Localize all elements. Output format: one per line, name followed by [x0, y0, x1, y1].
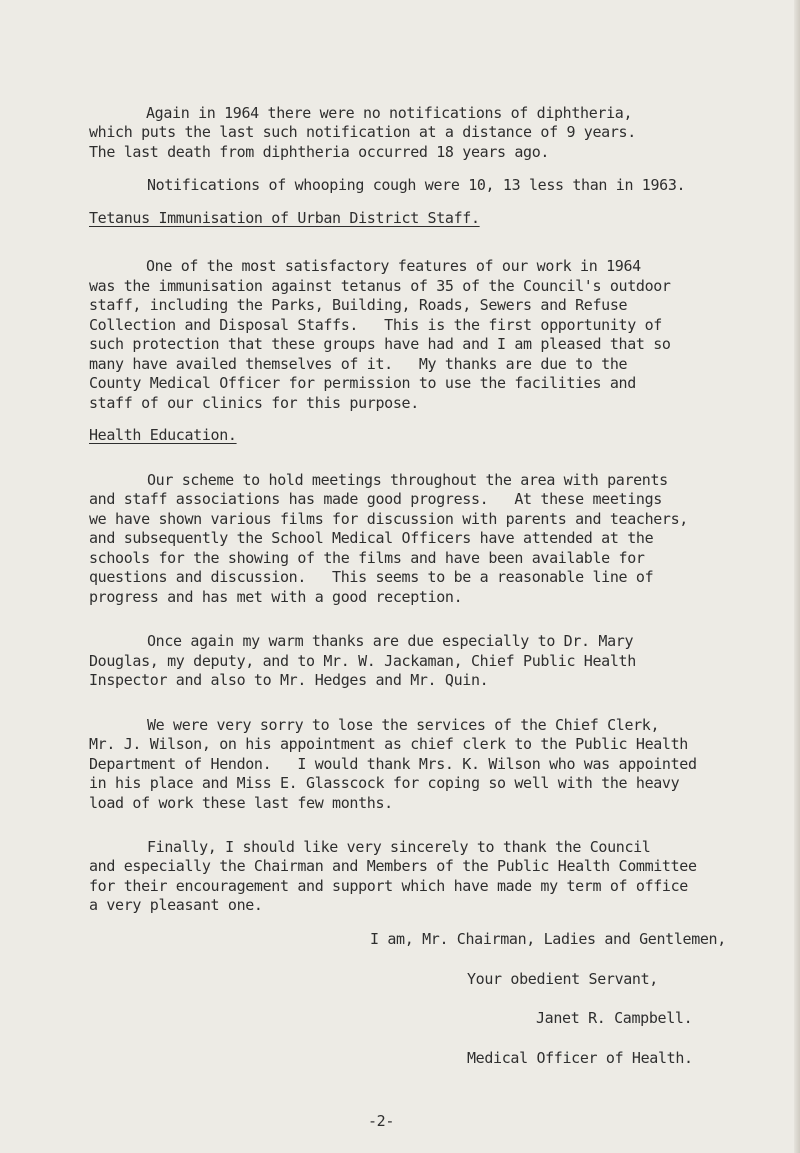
health-education-paragraph-line: and staff associations has made good progress. At these meetings [89, 490, 662, 508]
tetanus-paragraph-line: Collection and Disposal Staffs. This is the first opportunity of [89, 316, 662, 334]
diphtheria-paragraph-line: Again in 1964 there were no notifications of diphtheria, [146, 104, 633, 122]
page-number: -2- [368, 1112, 395, 1130]
closing-thanks-paragraph-line: for their encouragement and support which have made my term of office [89, 877, 688, 895]
health-education-paragraph-line: we have shown various films for discussion with parents and teachers, [89, 510, 688, 528]
tetanus-paragraph-line: was the immunisation against tetanus of 35 of the Council's outdoor [89, 277, 671, 295]
signature-name: Janet R. Campbell. [536, 1009, 693, 1027]
staff-changes-paragraph-line: load of work these last few months. [89, 794, 393, 812]
closing-thanks-paragraph-line: Finally, I should like very sincerely to thank the Council [147, 838, 651, 856]
staff-changes-paragraph-line: in his place and Miss E. Glasscock for coping so well with the heavy [89, 774, 680, 792]
health-education-paragraph-line: and subsequently the School Medical Officers have attended at the [89, 529, 654, 547]
tetanus-paragraph-line: such protection that these groups have had and I am pleased that so [89, 335, 671, 353]
staff-changes-paragraph-line: Mr. J. Wilson, on his appointment as chief clerk to the Public Health [89, 735, 688, 753]
tetanus-paragraph-line: staff, including the Parks, Building, Roads, Sewers and Refuse [89, 296, 628, 314]
closing-thanks-paragraph-line: and especially the Chairman and Members of the Public Health Committee [89, 857, 697, 875]
thanks-paragraph-line: Douglas, my deputy, and to Mr. W. Jackaman, Chief Public Health [89, 652, 636, 670]
tetanus-paragraph-line: County Medical Officer for permission to use the facilities and [89, 374, 636, 392]
health-education-paragraph-line: progress and has met with a good reception. [89, 588, 463, 606]
health-education-paragraph-line: questions and discussion. This seems to be a reasonable line of [89, 568, 654, 586]
diphtheria-paragraph-line: The last death from diphtheria occurred 18 years ago. [89, 143, 550, 161]
whooping-cough-paragraph: Notifications of whooping cough were 10, 13 less than in 1963. [147, 176, 686, 194]
diphtheria-paragraph-line: which puts the last such notification at a distance of 9 years. [89, 123, 636, 141]
closing-thanks-paragraph-line: a very pleasant one. [89, 896, 263, 914]
staff-changes-paragraph-line: Department of Hendon. I would thank Mrs. K. Wilson who was appointed [89, 755, 697, 773]
health-education-heading: Health Education. [89, 426, 237, 444]
staff-changes-paragraph-line: We were very sorry to lose the services of the Chief Clerk, [147, 716, 660, 734]
letter-valediction: Your obedient Servant, [467, 970, 658, 988]
health-education-paragraph-line: Our scheme to hold meetings throughout the area with parents [147, 471, 668, 489]
tetanus-section-heading: Tetanus Immunisation of Urban District Staff. [89, 209, 480, 227]
letter-salutation: I am, Mr. Chairman, Ladies and Gentlemen, [370, 930, 726, 948]
signature-title: Medical Officer of Health. [467, 1049, 693, 1067]
health-education-paragraph-line: schools for the showing of the films and have been available for [89, 549, 645, 567]
tetanus-paragraph-line: many have availed themselves of it. My thanks are due to the [89, 355, 628, 373]
tetanus-paragraph-line: One of the most satisfactory features of our work in 1964 [146, 257, 641, 275]
thanks-paragraph-line: Inspector and also to Mr. Hedges and Mr. Quin. [89, 671, 489, 689]
tetanus-paragraph-line: staff of our clinics for this purpose. [89, 394, 419, 412]
thanks-paragraph-line: Once again my warm thanks are due especially to Dr. Mary [147, 632, 634, 650]
